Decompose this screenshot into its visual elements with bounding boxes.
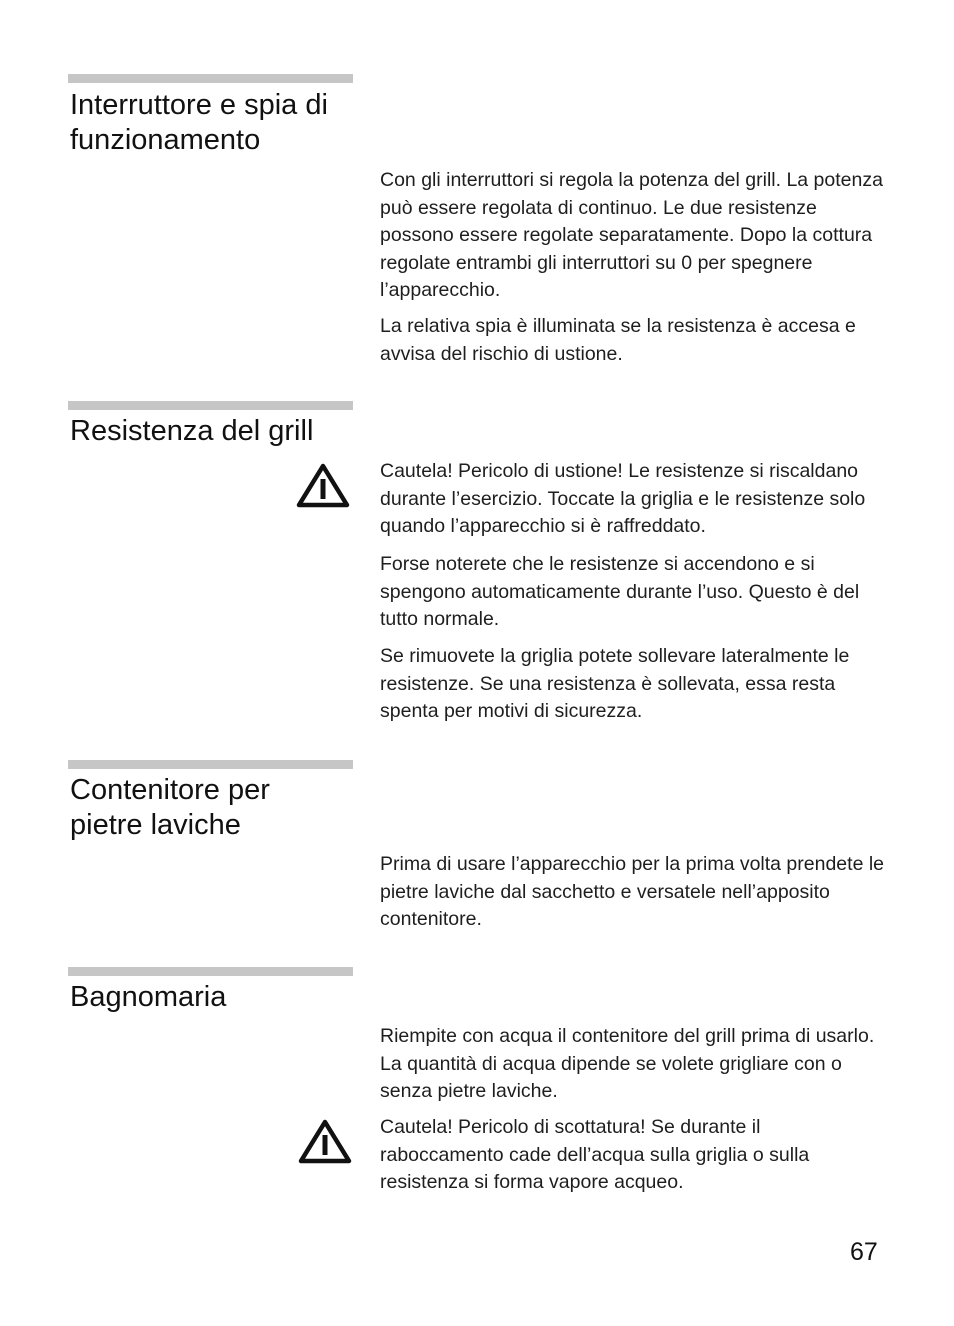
- section-rule: [68, 967, 353, 976]
- section-heading-resistenza: Resistenza del grill: [70, 415, 314, 447]
- paragraph: Prima di usare l’apparecchio per la prima volta prendete le pietre laviche dal sacchetto e versatele nell’apposito contenitore.: [380, 853, 885, 930]
- paragraph: Cautela! Pericolo di scottatura! Se durante il raboccamento cade dell’acqua sulla griglia o sulla resistenza si forma vapore acqueo.: [380, 1116, 810, 1193]
- warning-triangle-icon: [298, 1118, 352, 1164]
- section-heading-bagnomaria: Bagnomaria: [70, 981, 227, 1013]
- paragraph: Riempite con acqua il contenitore del grill prima di usarlo. La quantità di acqua dipende se volete grigliare con o senza pietre laviche.: [380, 1025, 875, 1102]
- section-rule: [68, 74, 353, 83]
- paragraph: Se rimuovete la griglia potete sollevare lateralmente le resistenze. Se una resistenza è sollevata, essa resta spenta per motivi di sicurezza.: [380, 645, 850, 722]
- paragraph: Con gli interruttori si regola la potenza del grill. La potenza può essere regolata di continuo. Le due resistenze possono essere regolate separatamente. Dopo la cottura regolate entrambi gli interruttori su 0 per spegnere l’apparecchio.: [380, 169, 883, 301]
- warning-triangle-icon: [296, 462, 350, 508]
- section-heading-interruttore: Interruttore e spia di funzionamento: [70, 89, 328, 156]
- section-rule: [68, 760, 353, 769]
- section-heading-contenitore: Contenitore per pietre laviche: [70, 774, 270, 841]
- section-rule: [68, 401, 353, 410]
- paragraph: La relativa spia è illuminata se la resistenza è accesa e avvisa del rischio di ustione.: [380, 315, 856, 365]
- paragraph: Forse noterete che le resistenze si accendono e si spengono automaticamente durante l’uso. Questo è del tutto normale.: [380, 553, 860, 630]
- page-number: 67: [850, 1238, 878, 1266]
- paragraph: Cautela! Pericolo di ustione! Le resistenze si riscaldano durante l’esercizio. Toccate la griglia e le resistenze solo quando l’apparecchio si è raffreddato.: [380, 460, 866, 537]
